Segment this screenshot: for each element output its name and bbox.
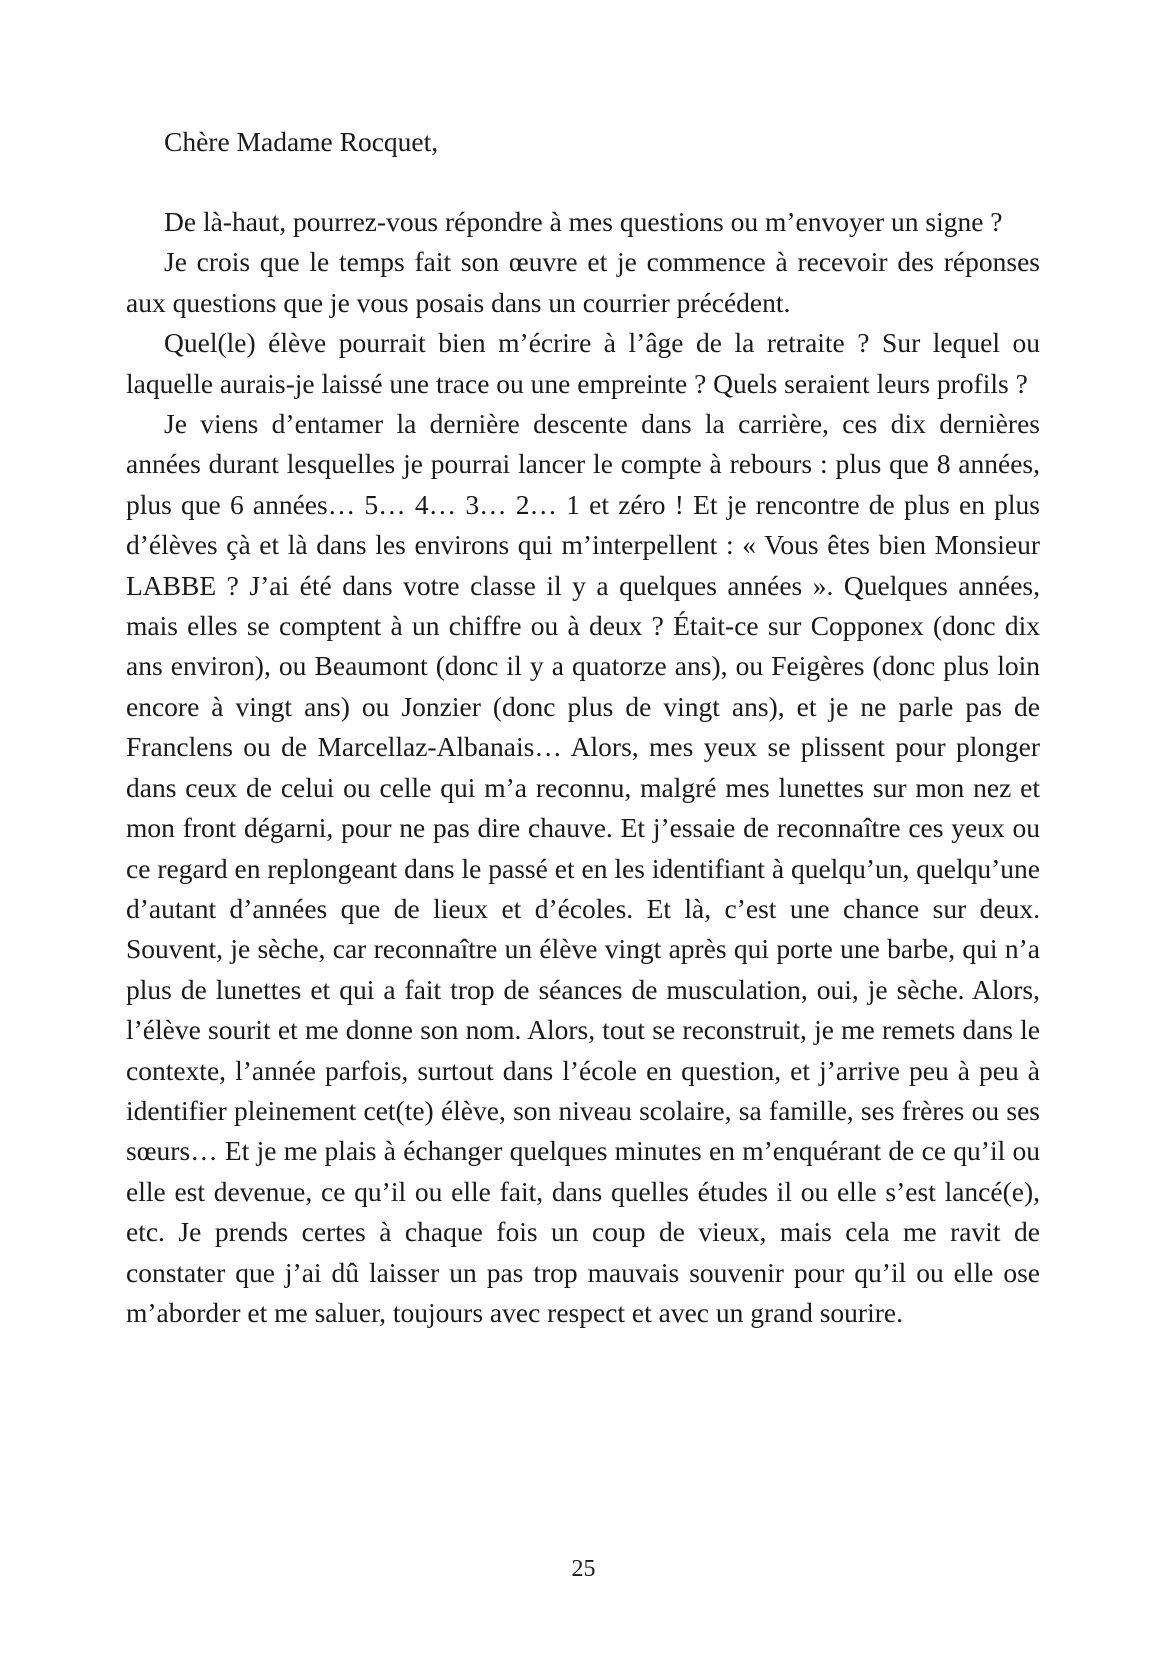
- page-number: 25: [571, 1556, 596, 1582]
- letter-body: [126, 122, 1040, 1333]
- paragraph: Je viens d’entamer la dernière descente dans la carrière, ces dix dernières années durant lesquelles je pourrai lancer le compte à rebours : plus que 8 années, plus que 6 années… 5… 4… 3… 2… 1 et zéro ! Et je rencontre de plus en plus d’élèves çà et là dans les environs qui m’interpellent : « Vous êtes bien Monsieur LABBE ? J’ai été dans votre classe il y a quelques années ». Quelques années, mais elles se comptent à un chiffre ou à deux ? Était-ce sur Copponex (donc dix ans environ), ou Beaumont (donc il y a quatorze ans), ou Feigères (donc plus loin encore à vingt ans) ou Jonzier (donc plus de vingt ans), et je ne parle pas de Franclens ou de Marcellaz-Albanais… Alors, mes yeux se plissent pour plonger dans ceux de celui ou celle qui m’a reconnu, malgré mes lunettes sur mon nez et mon front dégarni, pour ne pas dire chauve. Et j’essaie de reconnaître ces yeux ou ce regard en replongeant dans le passé et en les identifiant à quelqu’un, quelqu’une d’autant d’années que de lieux et d’écoles. Et là, c’est une chance sur deux. Souvent, je sèche, car reconnaître un élève vingt après qui porte une barbe, qui n’a plus de lunettes et qui a fait trop de séances de musculation, oui, je sèche. Alors, l’élève sourit et me donne son nom. Alors, tout se reconstruit, je me remets dans le contexte, l’année parfois, surtout dans l’école en question, et j’arrive peu à peu à identifier pleinement cet(te) élève, son niveau scolaire, sa famille, ses frères ou ses sœurs… Et je me plais à échanger quelques minutes en m’enquérant de ce qu’il ou elle est devenue, ce qu’il ou elle fait, dans quelles études il ou elle s’est lancé(e), etc. Je prends certes à chaque fois un coup de vieux, mais cela me ravit de constater que j’ai dû laisser un pas trop mauvais souvenir pour qu’il ou elle ose m’aborder et me saluer, toujours avec respect et avec un grand sourire.: [126, 408, 1040, 1328]
- paragraph: Quel(le) élève pourrait bien m’écrire à l’âge de la retraite ? Sur lequel ou laquelle aurais-je laissé une trace ou une empreinte ? Quels seraient leurs profils ?: [126, 327, 1040, 399]
- paragraph: De là-haut, pourrez-vous répondre à mes questions ou m’envoyer un signe ?: [164, 206, 1003, 237]
- salutation: Chère Madame Rocquet,: [164, 126, 439, 157]
- paragraph: Je crois que le temps fait son œuvre et je commence à recevoir des réponses aux questions que je vous posais dans un courrier précédent.: [126, 246, 1040, 318]
